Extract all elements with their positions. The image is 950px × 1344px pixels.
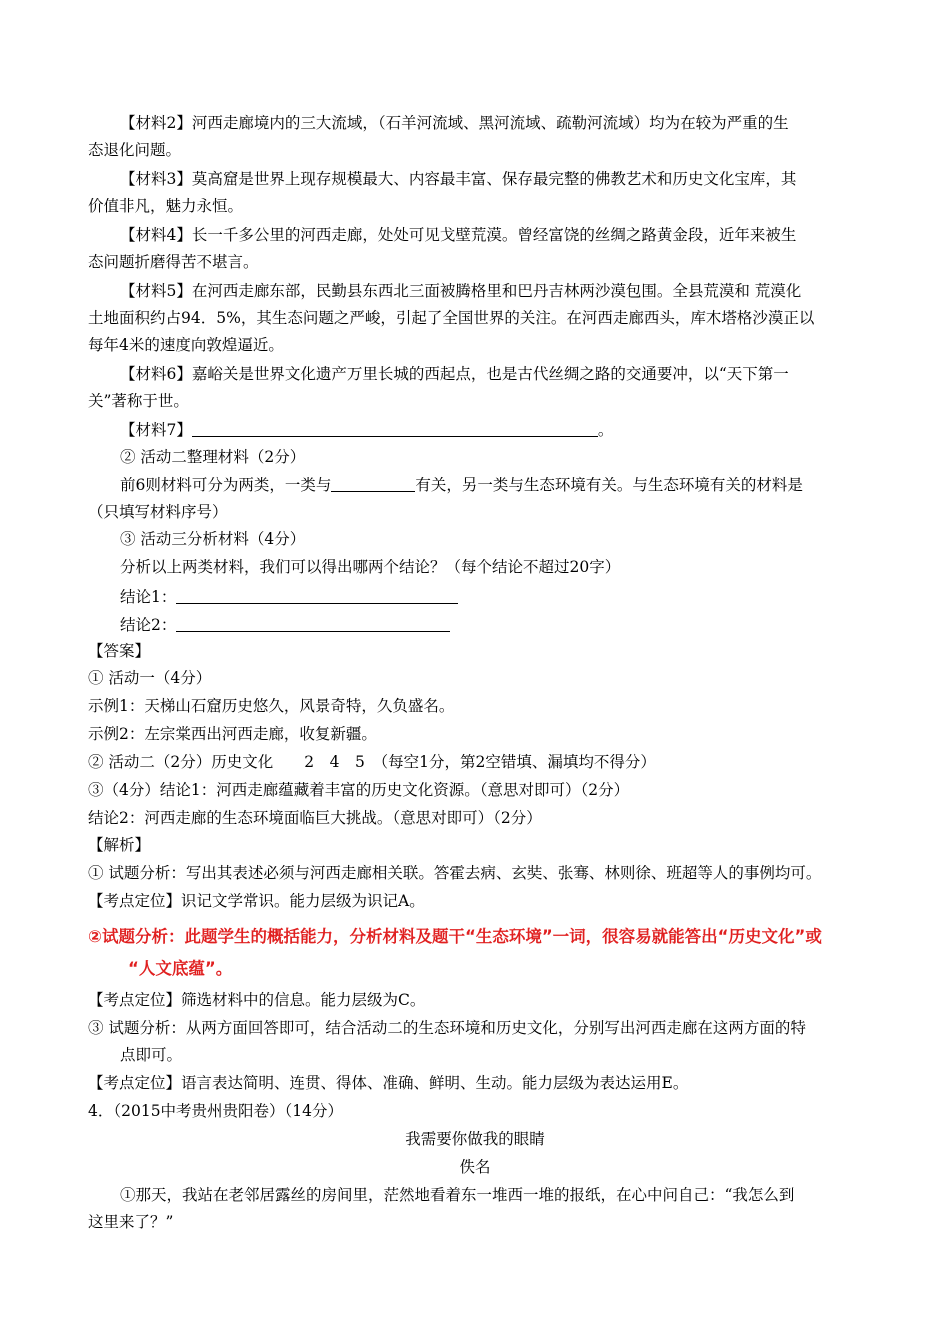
activity-3-title: ③ 活动三分析材料（4分） (120, 530, 306, 548)
material-3-line2: 价值非凡，魅力永恒。 (88, 197, 244, 215)
conclusion-1-label: 结论1： (120, 588, 177, 606)
activity-2-blank[interactable] (331, 473, 415, 492)
material-2-line1: 【材料2】河西走廊境内的三大流域，（石羊河流域、黑河流域、疏勒河流域）均为在较为严重的生 (120, 114, 789, 132)
activity-3-question: 分析以上两类材料，我们可以得出哪两个结论？（每个结论不超过20字） (120, 558, 621, 576)
answer-item-1: ① 活动一（4分） (88, 669, 212, 687)
material-5-line1: 【材料5】在河西走廊东部，民勤县东西北三面被腾格里和巴丹吉林两沙漠包围。全县荒漠和 荒漠化 (120, 282, 802, 300)
activity-2-line1 (120, 471, 803, 499)
conclusion-1-blank[interactable] (176, 585, 458, 604)
analysis-keypoint-2: 【考点定位】筛选材料中的信息。能力层级为C。 (88, 991, 426, 1009)
article-paragraph-1-line1: ①那天，我站在老邻居露丝的房间里，茫然地看着东一堆西一堆的报纸，在心中问自己：“我怎么到 (120, 1186, 795, 1204)
analysis-item-2-line2: “人文底蕴”。 (128, 959, 233, 978)
material-6-line1: 【材料6】嘉峪关是世界文化遗产万里长城的西起点，也是古代丝绸之路的交通要冲，以“天下第一 (120, 365, 789, 383)
conclusion-2-label: 结论2： (120, 616, 177, 634)
answer-item-3b: 结论2：河西走廊的生态环境面临巨大挑战。（意思对即可）（2分） (88, 809, 542, 827)
answer-item-2: ② 活动二（2分）历史文化 2 4 5 （每空1分，第2空错填、漏填均不得分） (88, 753, 656, 771)
material-5-line2: 土地面积约占94．5%，其生态问题之严峻，引起了全国世界的关注。在河西走廊西头，库木塔格沙漠正以 (88, 309, 815, 327)
material-7-period: 。 (597, 421, 614, 439)
answer-heading: 【答案】 (88, 642, 151, 660)
answer-example-1: 示例1：天梯山石窟历史悠久，风景奇特，久负盛名。 (88, 697, 455, 715)
analysis-item-2-line1: ②试题分析：此题学生的概括能力，分析材料及题干“生态环境”一词，很容易就能答出“历史文化”或 (88, 927, 822, 946)
analysis-item-1: ① 试题分析：写出其表述必须与河西走廊相关联。答霍去病、玄奘、张骞、林则徐、班超等人的事例均可。 (88, 864, 822, 882)
material-2-line2: 态退化问题。 (88, 141, 182, 159)
material-7-blank[interactable] (192, 418, 598, 437)
material-7-line (120, 416, 613, 444)
analysis-keypoint-3: 【考点定位】语言表达简明、连贯、得体、准确、鲜明、生动。能力层级为表达运用E。 (88, 1074, 689, 1092)
material-4-line1: 【材料4】长一千多公里的河西走廊，处处可见戈壁荒漠。曾经富饶的丝绸之路黄金段，近年来被生 (120, 226, 797, 244)
article-author: 佚名 (459, 1158, 491, 1176)
answer-example-2: 示例2：左宗棠西出河西走廊，收复新疆。 (88, 725, 377, 743)
material-4-line2: 态问题折磨得苦不堪言。 (88, 253, 259, 271)
analysis-item-3-line2: 点即可。 (120, 1046, 183, 1064)
analysis-item-3-line1: ③ 试题分析：从两方面回答即可，结合活动二的生态环境和历史文化，分别写出河西走廊在这两方面的特 (88, 1019, 806, 1037)
conclusion-1-line (120, 583, 458, 611)
analysis-keypoint-1: 【考点定位】识记文学常识。能力层级为识记A。 (88, 892, 425, 910)
article-paragraph-1-line2: 这里来了？” (88, 1213, 174, 1231)
activity-2-text-b: 有关，另一类与生态环境有关。与生态环境有关的材料是 (415, 476, 803, 494)
activity-2-text-a: 前6则材料可分为两类，一类与 (120, 476, 332, 494)
conclusion-2-line (120, 611, 450, 639)
answer-item-3: ③（4分）结论1：河西走廊蕴藏着丰富的历史文化资源。（意思对即可）（2分） (88, 781, 630, 799)
article-title: 我需要你做我的眼睛 (405, 1130, 545, 1148)
analysis-heading: 【解析】 (88, 836, 151, 854)
activity-2-line2: （只填写材料序号） (88, 503, 228, 521)
material-5-line3: 每年4米的速度向敦煌逼近。 (88, 336, 284, 354)
material-7-label: 【材料7】 (120, 421, 192, 439)
activity-2-title: ② 活动二整理材料（2分） (120, 448, 306, 466)
material-6-line2: 关”著称于世。 (88, 392, 189, 410)
question-4-header: 4．（2015中考贵州贵阳卷）（14分） (88, 1102, 344, 1120)
conclusion-2-blank[interactable] (176, 613, 450, 632)
material-3-line1: 【材料3】莫高窟是世界上现存规模最大、内容最丰富、保存最完整的佛教艺术和历史文化宝库，其 (120, 170, 797, 188)
